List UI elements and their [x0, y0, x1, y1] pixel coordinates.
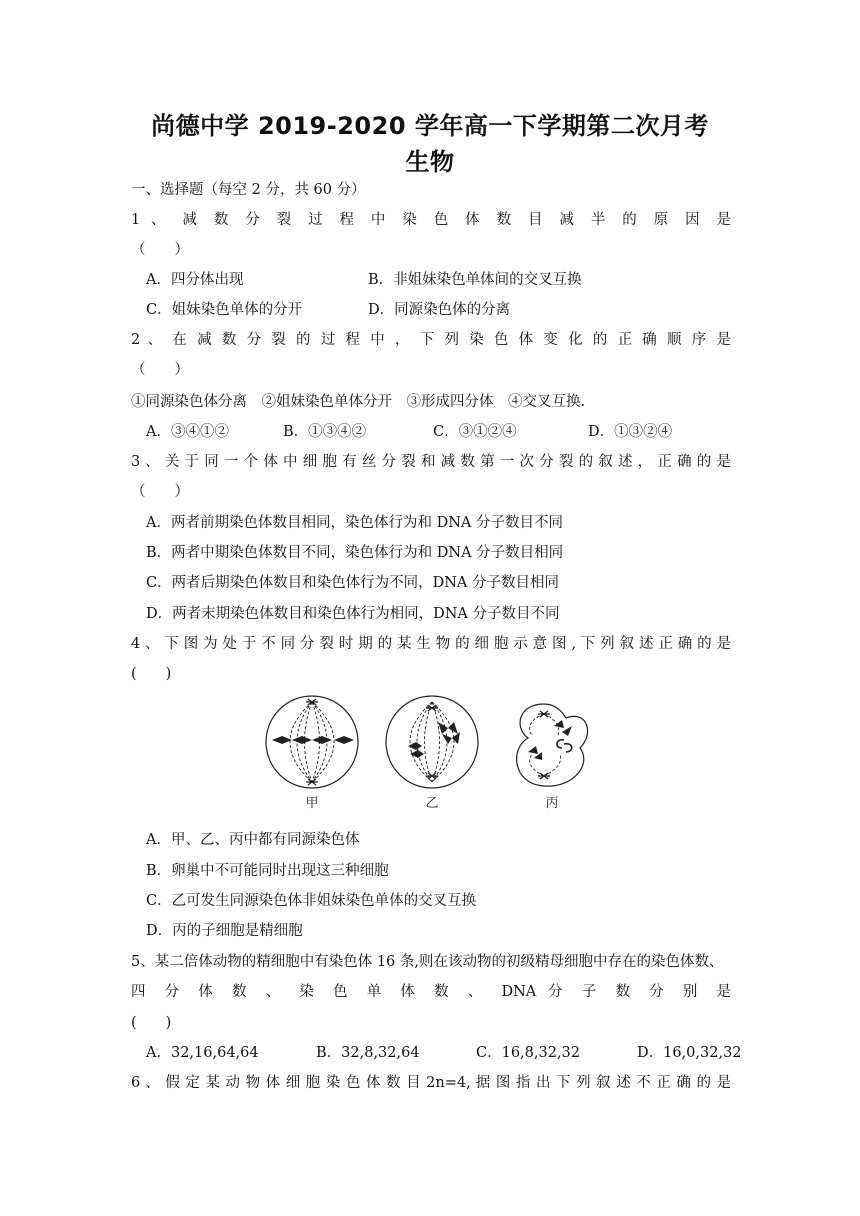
q4-stem: 4 、 下 图 为 处 于 不 同 分 裂 时 期 的 某 生 物 的 细 胞 示 意 图 , 下 列 叙 述 正 确 的 是	[131, 636, 731, 652]
q5-option-c: C．16,8,32,32	[476, 1045, 580, 1061]
q1-option-a: A．四分体出现	[146, 272, 244, 288]
q4-option-c: C．乙可发生同源染色体非姐妹染色单体的交叉互换	[146, 893, 477, 909]
q5-stem-line1: 5、某二倍体动物的精细胞中有染色体 16 条,则在该动物的初级精母细胞中存在的染色体数、	[131, 954, 724, 970]
doc-title: 尚德中学 2019-2020 学年高一下学期第二次月考	[151, 112, 709, 140]
q4-paren: ( )	[131, 666, 172, 682]
q2-option-c: C．③①②④	[433, 424, 517, 440]
q3-stem: 3 、 关 于 同 一 个 体 中 细 胞 有 丝 分 裂 和 减 数 第 一 次 分 裂 的 叙 述 ， 正 确 的 是	[131, 454, 731, 470]
q4-option-a: A．甲、乙、丙中都有同源染色体	[146, 832, 360, 848]
q2-paren: （ ）	[131, 362, 189, 378]
q4-option-b: B．卵巢中不可能同时出现这三种细胞	[146, 863, 389, 879]
q3-option-c: C．两者后期染色体数目和染色体行为不同，DNA 分子数目相同	[146, 575, 559, 591]
q3-option-b: B．两者中期染色体数目不同，染色体行为和 DNA 分子数目相同	[146, 545, 564, 561]
q2-items: ①同源染色体分离 ②姐妹染色单体分开 ③形成四分体 ④交叉互换.	[131, 394, 586, 410]
q3-option-d: D．两者末期染色体数目和染色体行为相同，DNA 分子数目不同	[146, 606, 560, 622]
q5-paren: ( )	[131, 1015, 172, 1031]
q2-option-d: D．①③②④	[588, 424, 673, 440]
fig-label-jia: 甲	[305, 796, 319, 811]
section-heading: 一、选择题（每空 2 分，共 60 分）	[131, 182, 366, 198]
q5-option-d: D．16,0,32,32	[637, 1045, 742, 1061]
q1-option-d: D．同源染色体的分离	[368, 302, 511, 318]
q6-stem: 6 、 假 定 某 动 物 体 细 胞 染 色 体 数 目 2n=4, 据 图 指 出 下 列 叙 述 不 正 确 的 是	[131, 1075, 731, 1091]
q2-stem: 2 、 在 减 数 分 裂 的 过 程 中 ， 下 列 染 色 体 变 化 的 正 确 顺 序 是	[131, 332, 731, 348]
q5-option-b: B．32,8,32,64	[316, 1045, 420, 1061]
q3-paren: （ ）	[131, 484, 189, 500]
q2-option-a: A．③④①②	[146, 424, 229, 440]
q1-option-c: C．姐妹染色单体的分开	[146, 302, 303, 318]
q5-option-a: A．32,16,64,64	[146, 1045, 259, 1061]
q5-stem-line2: 四 分 体 数 、 染 色 单 体 数 、 DNA 分 子 数 分 别 是	[131, 984, 731, 1000]
cell-bing	[517, 704, 588, 786]
q1-option-b: B．非姐妹染色单体间的交叉互换	[368, 272, 582, 288]
cell-division-figure	[262, 692, 598, 812]
q1-stem: 1 、 减 数 分 裂 过 程 中 染 色 体 数 目 减 半 的 原 因 是	[131, 212, 731, 228]
doc-subject: 生物	[405, 148, 455, 176]
fig-label-yi: 乙	[425, 796, 439, 811]
cell-yi	[386, 696, 478, 788]
q4-option-d: D．丙的子细胞是精细胞	[146, 923, 303, 939]
q3-option-a: A．两者前期染色体数目相同，染色体行为和 DNA 分子数目不同	[146, 515, 563, 531]
q1-paren: （ ）	[131, 242, 189, 258]
q2-option-b: B．①③④②	[283, 424, 367, 440]
fig-label-bing: 丙	[545, 796, 559, 811]
cell-jia	[266, 696, 358, 788]
